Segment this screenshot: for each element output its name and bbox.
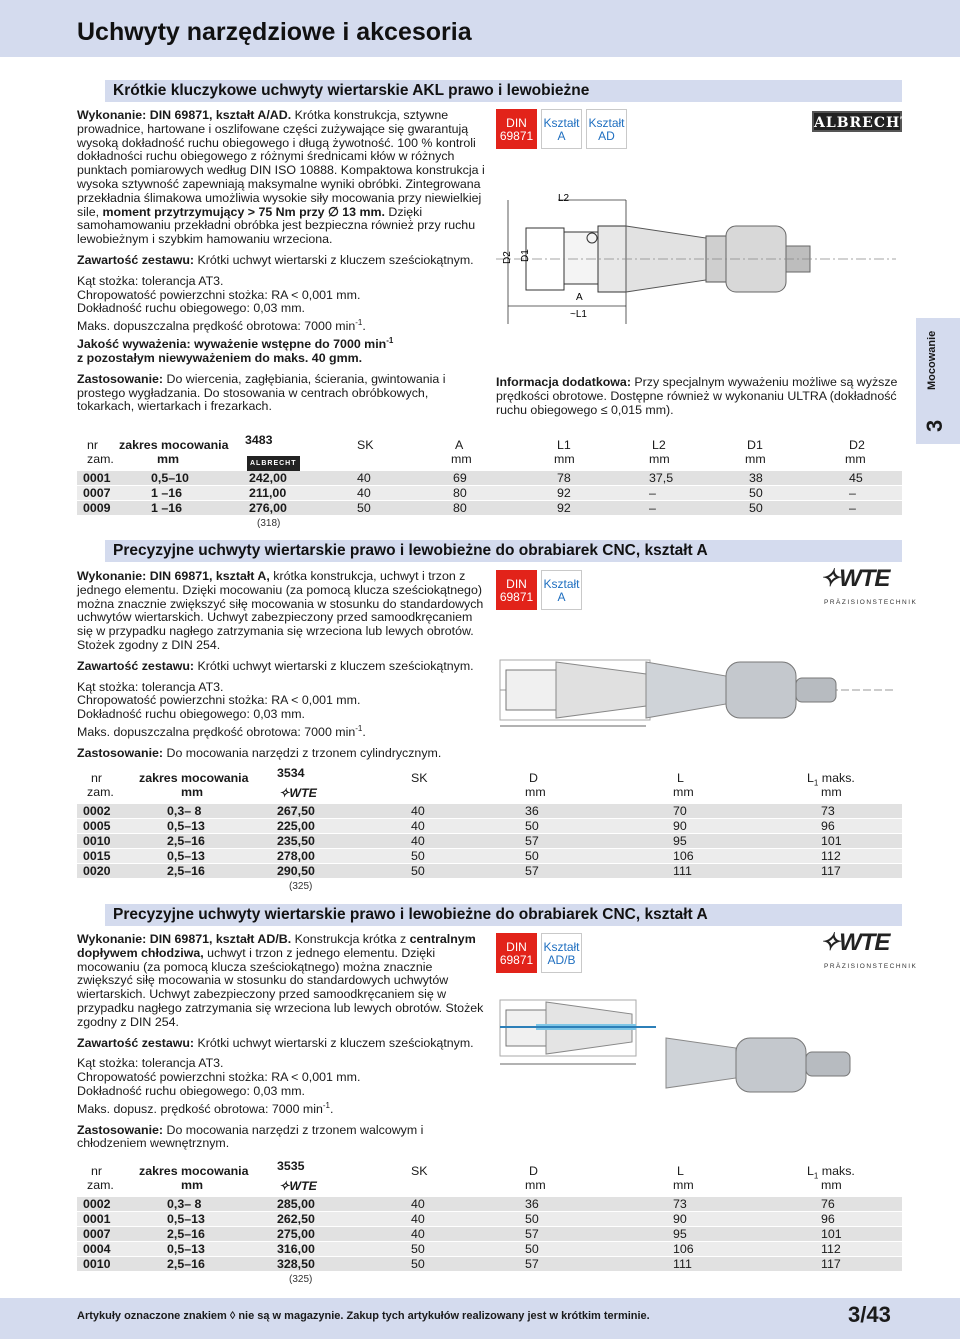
table-cell: 235,50 bbox=[277, 834, 315, 848]
shape-badge: Kształt AD/B bbox=[541, 933, 582, 973]
section-3-badges bbox=[496, 933, 582, 973]
table-cell: – bbox=[849, 486, 856, 500]
table-cell: 50 bbox=[357, 501, 371, 515]
table-cell: 242,00 bbox=[249, 471, 287, 485]
section-1-description: Wykonanie: DIN 69871, kształt A/AD. Krótka konstrukcja, sztywne prowadnice, hartowane i oszlifowane części zużywające się gwarantują wysoką dokładność ruchu obiegowego i długą żywotność. 100 % kontroli dokładności ruchu obiegowego z różnymi średnicami kłów w różnych punktach pomiarowych według DIN ISO 10888. Kompaktowa konstrukcja i wysoka sztywność zapewniają maksymalne wyniki obróbki. Zintegrowana przekładnia ślimakowa umożliwia wysokie siły mocowania przy niewielkiej sile, moment przytrzymujący > 75 Nm przy ∅ 13 mm. Dzięki samohamowaniu przekładni obróbka jest bezpieczna również przy ruchu lewobieżnym i szybkim hamowaniu wrzeciona. Zawartość zestawu: Krótki uchwyt wiertarski z kluczem sześciokątnym. Kąt stożka: tolerancja AT3. Chropowatość powierzchni stożka: RA < 0,001 mm. Dokładność ruchu obiegowego: 0,03 mm. Maks. dopuszczalna prędkość obrotowa: 7000 $\min^{-1}$. Jakość wyważenia: wyważenie wstępne do 7000 $\min^{-1}$ z pozostałym niewyważeniem do maks. 40 gmm. Zastosowanie: Do wiercenia, zagłębiania, ścierania, gwintowania i prostego wygładzania. Do stosowania w centrach obróbkowych, tokarkach, wiertarkach i frezarkach. bbox=[77, 108, 485, 414]
table-cell: 0010 bbox=[83, 834, 111, 848]
table-cell: 278,00 bbox=[277, 849, 315, 863]
table-cell: 1 –16 bbox=[151, 501, 183, 515]
table-cell: 45 bbox=[849, 471, 863, 485]
wte-star-icon: ✧ bbox=[820, 565, 840, 592]
table-cell: 40 bbox=[411, 834, 425, 848]
table-cell: 40 bbox=[411, 1227, 425, 1241]
section-2-badges bbox=[496, 570, 582, 610]
table-cell: 0,5–13 bbox=[167, 1242, 205, 1256]
section-2-table: nr zam. zakres mocowania mm 3534 ✧WTE SK D mm L mm $L_1$ maks. mm 0002 0,3– 8 267,50 40 36 70 73 0005 0,5–13 225,00 40 50 90 96 0010 2,5–16 235,50 40 57 95 101 0015 0,5–13 278,00 50 50 106 112 0020 2,5–16 290,50 50 57 111 117 (325) bbox=[77, 766, 902, 894]
table-cell: 0,5–10 bbox=[151, 471, 189, 485]
table-row bbox=[77, 834, 902, 849]
table-row bbox=[77, 501, 902, 516]
table-cell: 2,5–16 bbox=[167, 1257, 205, 1271]
table-row bbox=[77, 1242, 902, 1257]
table-cell: 57 bbox=[525, 864, 539, 878]
albrecht-mini-logo: ALBRECHT bbox=[247, 456, 300, 472]
table-cell: 50 bbox=[749, 486, 763, 500]
table-cell: 50 bbox=[525, 819, 539, 833]
table-cell: 262,50 bbox=[277, 1212, 315, 1226]
catalog-number: 3534 bbox=[277, 766, 305, 780]
table-row bbox=[77, 804, 902, 819]
shape-badge: Kształt A bbox=[541, 570, 582, 610]
table-cell: 101 bbox=[821, 1227, 842, 1241]
table-cell: 0,5–13 bbox=[167, 849, 205, 863]
table-cell: 112 bbox=[821, 849, 841, 863]
din-badge: DIN 69871 bbox=[496, 570, 537, 610]
table-cell: 96 bbox=[821, 1212, 835, 1226]
table-cell: 111 bbox=[673, 1257, 692, 1271]
wte-mini-logo: ✧WTE bbox=[279, 786, 317, 800]
table-cell: 50 bbox=[749, 501, 763, 515]
table-cell: 73 bbox=[821, 804, 835, 818]
table-cell: 92 bbox=[557, 486, 571, 500]
table-cell: 0015 bbox=[83, 849, 111, 863]
table-cell: – bbox=[649, 501, 656, 515]
catalog-number: 3483 bbox=[245, 433, 273, 447]
table-row bbox=[77, 1257, 902, 1272]
table-cell: – bbox=[849, 501, 856, 515]
wte-logo: ✧WTE PRÄZISIONSTECHNIK bbox=[820, 929, 918, 970]
section-tab-label: Mocowanie bbox=[926, 330, 938, 390]
table-row bbox=[77, 1227, 902, 1242]
spec-label: Wykonanie: DIN 69871, kształt A/AD. bbox=[77, 108, 292, 122]
table-cell: 50 bbox=[411, 1257, 425, 1271]
table-cell: 50 bbox=[411, 849, 425, 863]
table-row bbox=[77, 486, 902, 501]
table-cell: 328,50 bbox=[277, 1257, 315, 1271]
table-cell: 37,5 bbox=[649, 471, 674, 485]
table-cell: 40 bbox=[411, 804, 425, 818]
table-cell: 0002 bbox=[83, 1197, 111, 1211]
din-badge: DIN 69871 bbox=[496, 109, 537, 149]
table-cell: 2,5–16 bbox=[167, 834, 205, 848]
din-badge: DIN 69871 bbox=[496, 933, 537, 973]
table-cell: 92 bbox=[557, 501, 571, 515]
table-cell: 57 bbox=[525, 834, 539, 848]
table-cell: 0020 bbox=[83, 864, 111, 878]
section-2-title: Precyzyjne uchwyty wiertarskie prawo i lewobieżne do obrabiarek CNC, kształt A bbox=[113, 542, 708, 559]
table-cell: 0005 bbox=[83, 819, 111, 833]
section-1-header bbox=[77, 80, 902, 102]
table-ref: (318) bbox=[257, 518, 281, 529]
table-ref: (325) bbox=[289, 1274, 313, 1285]
table-cell: 0,3– 8 bbox=[167, 1197, 202, 1211]
table-cell: 90 bbox=[673, 819, 687, 833]
section-3-description: Wykonanie: DIN 69871, kształt AD/B. Konstrukcja krótka z centralnym dopływem chłodziwa, uchwyt i trzon z jednego elementu. Dzięki mocowaniu (za pomocą klucza sześciokątnego) można znacznie zwiększyć siłę mocowania w stosunku do standardowych uchwytów wiertarskich. Uchwyt zabezpieczony przed samoodkręcaniem się w przypadku nagłego zatrzymania się wrzeciona lub lewych obrotów. Stożek zgodny z DIN 254. Zawartość zestawu: Krótki uchwyt wiertarski z kluczem sześciokątnym. Kąt stożka: tolerancja AT3. Chropowatość powierzchni stożka: RA < 0,001 mm. Dokładność ruchu obiegowego: 0,03 mm. Maks. dopusz. prędkość obrotowa: 7000 $\min^{-1}$. Zastosowanie: Do mocowania narzędzi z trzonem walcowym i chłodzeniem wewnętrznym. bbox=[77, 932, 484, 1151]
shape-ad-badge: Kształt AD bbox=[586, 109, 627, 149]
section-1-badges bbox=[496, 109, 627, 149]
section-3-table: nr zam. zakres mocowania mm 3535 ✧WTE SK D mm L mm $L_1$ maks. mm 0002 0,3– 8 285,00 40 36 73 76 0001 0,5–13 262,50 40 50 90 96 0007 2,5–16 275,00 40 57 95 101 0004 0,5–13 316,00 50 50 106 112 0010 2,5–16 328,50 50 57 111 117 (325) bbox=[77, 1159, 902, 1287]
section-3-product-image bbox=[496, 994, 906, 1104]
table-row bbox=[77, 849, 902, 864]
table-cell: 275,00 bbox=[277, 1227, 315, 1241]
catalog-number: 3535 bbox=[277, 1159, 305, 1173]
table-cell: 50 bbox=[525, 1242, 539, 1256]
table-cell: 0004 bbox=[83, 1242, 111, 1256]
table-cell: 57 bbox=[525, 1257, 539, 1271]
albrecht-logo: ALBRECHT bbox=[812, 111, 902, 132]
section-tab-number: 3 bbox=[922, 419, 947, 432]
table-cell: 0,3– 8 bbox=[167, 804, 202, 818]
table-cell: 95 bbox=[673, 834, 687, 848]
table-cell: 76 bbox=[821, 1197, 835, 1211]
table-cell: 211,00 bbox=[249, 486, 287, 500]
table-cell: 316,00 bbox=[277, 1242, 315, 1256]
table-cell: 117 bbox=[821, 1257, 841, 1271]
table-cell: 0002 bbox=[83, 804, 111, 818]
table-row bbox=[77, 864, 902, 879]
table-cell: 50 bbox=[411, 864, 425, 878]
table-cell: 290,50 bbox=[277, 864, 315, 878]
table-cell: 80 bbox=[453, 486, 467, 500]
section-3-title: Precyzyjne uchwyty wiertarskie prawo i lewobieżne do obrabiarek CNC, kształt A bbox=[113, 906, 708, 923]
table-cell: 0,5–13 bbox=[167, 1212, 205, 1226]
table-cell: 96 bbox=[821, 819, 835, 833]
section-2-description: Wykonanie: DIN 69871, kształt A, krótka konstrukcja, uchwyt i trzon z jednego elementu. Dzięki mocowaniu (za pomocą klucza sześciokątnego) można znacznie zwiększyć siłę mocowania w stosunku do standardowych uchwytów wiertarskich. Uchwyt zabezpieczony przed samoodkręcaniem się w przypadku nagłego zatrzymania się wrzeciona lub lewych obrotów. Stożek zgodny z DIN 254. Zawartość zestawu: Krótki uchwyt wiertarski z kluczem sześciokątnym. Kąt stożka: tolerancja AT3. Chropowatość powierzchni stożka: RA < 0,001 mm. Dokładność ruchu obiegowego: 0,03 mm. Maks. dopuszczalna prędkość obrotowa: 7000 $\min^{-1}$. Zastosowanie: Do mocowania narzędzi z trzonem cylindrycznym. bbox=[77, 569, 484, 760]
table-cell: 117 bbox=[821, 864, 841, 878]
table-cell: 2,5–16 bbox=[167, 864, 205, 878]
section-2-header bbox=[77, 540, 902, 562]
table-cell: 0,5–13 bbox=[167, 819, 205, 833]
table-row bbox=[77, 819, 902, 834]
table-cell: 78 bbox=[557, 471, 571, 485]
table-cell: 0010 bbox=[83, 1257, 111, 1271]
table-cell: 112 bbox=[821, 1242, 841, 1256]
table-cell: 2,5–16 bbox=[167, 1227, 205, 1241]
footer-note: Artykuły oznaczone znakiem ◊ nie są w magazynie. Zakup tych artykułów realizowany jest w krótkim terminie. bbox=[77, 1310, 650, 1322]
wte-logo: ✧WTE PRÄZISIONSTECHNIK bbox=[820, 565, 918, 606]
table-cell: 101 bbox=[821, 834, 842, 848]
table-cell: 40 bbox=[411, 1212, 425, 1226]
label-a: A bbox=[576, 292, 583, 303]
table-cell: 73 bbox=[673, 1197, 687, 1211]
table-cell: 106 bbox=[673, 1242, 694, 1256]
table-cell: 80 bbox=[453, 501, 467, 515]
table-cell: 90 bbox=[673, 1212, 687, 1226]
table-cell: 0007 bbox=[83, 486, 111, 500]
wte-star-icon: ✧ bbox=[820, 929, 840, 956]
table-cell: 0001 bbox=[83, 471, 111, 485]
section-1-info: Informacja dodatkowa: Przy specjalnym wyważeniu możliwe są wyższe prędkości obrotowe. Dostępne również w wykonaniu ULTRA (dokładność ruchu obiegowego ≤ 0,015 mm). bbox=[496, 375, 898, 417]
table-cell: 36 bbox=[525, 804, 539, 818]
page-title: Uchwyty narzędziowe i akcesoria bbox=[77, 18, 472, 46]
table-cell: 50 bbox=[525, 849, 539, 863]
table-cell: 276,00 bbox=[249, 501, 287, 515]
table-cell: 95 bbox=[673, 1227, 687, 1241]
table-cell: 40 bbox=[411, 1197, 425, 1211]
section-1-table: nr zam. zakres mocowania mm 3483 ALBRECHT SK A mm L1 mm L2 mm D1 mm D2 mm 0001 0,5–10 242,00 40 69 78 37,5 38 45 0007 1 –16 211,00 40 80 92 – 50 – 0009 1 –16 276,00 50 80 92 – 50 – (318) bbox=[77, 433, 902, 531]
table-cell: 111 bbox=[673, 864, 692, 878]
label-l1: ~L1 bbox=[570, 309, 587, 320]
table-cell: 285,00 bbox=[277, 1197, 315, 1211]
table-cell: 40 bbox=[357, 486, 371, 500]
shape-a-badge: Kształt A bbox=[541, 109, 582, 149]
table-row bbox=[77, 1197, 902, 1212]
table-cell: 69 bbox=[453, 471, 467, 485]
table-row bbox=[77, 1212, 902, 1227]
label-l2: L2 bbox=[558, 193, 570, 204]
table-cell: 50 bbox=[525, 1212, 539, 1226]
wte-mini-logo: ✧WTE bbox=[279, 1179, 317, 1193]
table-cell: 0001 bbox=[83, 1212, 111, 1226]
table-cell: – bbox=[649, 486, 656, 500]
table-row bbox=[77, 471, 902, 486]
table-cell: 225,00 bbox=[277, 819, 315, 833]
section-tab[interactable] bbox=[916, 318, 960, 444]
page-number: 3/43 bbox=[848, 1302, 891, 1327]
table-cell: 267,50 bbox=[277, 804, 315, 818]
label-d1: D1 bbox=[520, 249, 531, 262]
table-cell: 70 bbox=[673, 804, 687, 818]
section-3-header bbox=[77, 904, 902, 926]
section-1-technical-drawing bbox=[496, 186, 906, 330]
table-cell: 36 bbox=[525, 1197, 539, 1211]
table-cell: 50 bbox=[411, 1242, 425, 1256]
table-cell: 106 bbox=[673, 849, 694, 863]
table-cell: 40 bbox=[357, 471, 371, 485]
table-cell: 40 bbox=[411, 819, 425, 833]
table-cell: 0009 bbox=[83, 501, 111, 515]
section-2-product-image bbox=[496, 652, 906, 734]
table-cell: 1 –16 bbox=[151, 486, 183, 500]
section-1-title: Krótkie kluczykowe uchwyty wiertarskie AKL prawo i lewobieżne bbox=[113, 82, 590, 99]
table-ref: (325) bbox=[289, 881, 313, 892]
label-d2: D2 bbox=[502, 251, 513, 264]
table-cell: 0007 bbox=[83, 1227, 111, 1241]
table-cell: 57 bbox=[525, 1227, 539, 1241]
table-cell: 38 bbox=[749, 471, 763, 485]
